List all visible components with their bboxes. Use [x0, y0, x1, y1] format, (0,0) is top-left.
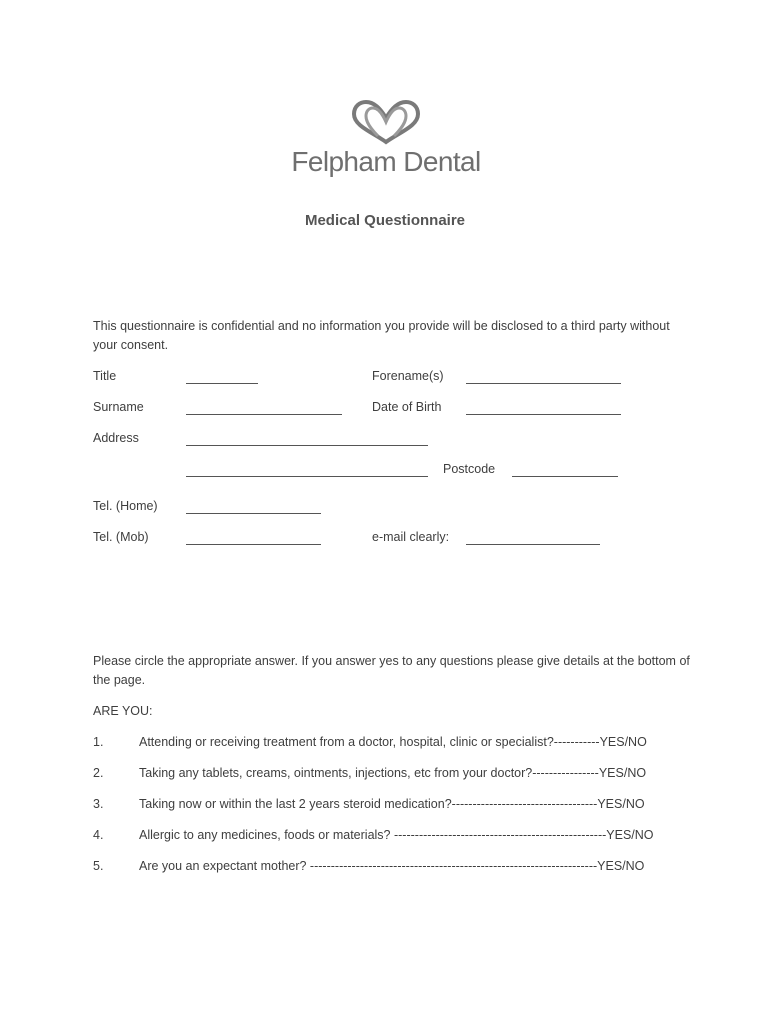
- email-field[interactable]: [466, 544, 600, 545]
- tel-mob-label: Tel. (Mob): [93, 530, 149, 544]
- instructions-paragraph: Please circle the appropriate answer. If you answer yes to any questions please give details at the bottom of the page.: [93, 654, 690, 687]
- question-number: 1.: [93, 735, 104, 749]
- forename-label: Forename(s): [372, 369, 444, 383]
- tel-home-field[interactable]: [186, 513, 321, 514]
- question-number: 5.: [93, 859, 104, 873]
- brand-name: Felpham Dental: [291, 146, 481, 177]
- question-text[interactable]: Taking now or within the last 2 years steroid medication?-----------------------------------YES/NO: [139, 797, 645, 811]
- dob-field[interactable]: [466, 414, 621, 415]
- surname-field[interactable]: [186, 414, 342, 415]
- question-text[interactable]: Attending or receiving treatment from a doctor, hospital, clinic or specialist?-----------YES/NO: [139, 735, 647, 749]
- forename-field[interactable]: [466, 383, 621, 384]
- postcode-label: Postcode: [443, 462, 496, 476]
- title-label: Title: [93, 369, 117, 383]
- question-text[interactable]: Taking any tablets, creams, ointments, injections, etc from your doctor?----------------YES/NO: [139, 766, 647, 780]
- question-number: 3.: [93, 797, 104, 811]
- brand-logo: [288, 96, 484, 186]
- question-text[interactable]: Are you an expectant mother? ---------------------------------------------------------------------YES/NO: [139, 859, 645, 873]
- tel-mob-field[interactable]: [186, 544, 321, 545]
- tel-home-label: Tel. (Home): [93, 499, 158, 513]
- address-field-line-1[interactable]: [186, 445, 428, 446]
- question-number: 4.: [93, 828, 104, 842]
- title-field[interactable]: [186, 383, 258, 384]
- question-number: 2.: [93, 766, 104, 780]
- postcode-field[interactable]: [512, 476, 618, 477]
- question-text[interactable]: Allergic to any medicines, foods or materials? ---------------------------------------------------YES/NO: [139, 828, 654, 842]
- hearts-logo-icon: [348, 96, 424, 146]
- email-label: e-mail clearly:: [372, 530, 450, 544]
- address-field-line-2[interactable]: [186, 476, 428, 477]
- page-title: Medical Questionnaire: [304, 212, 466, 229]
- address-label: Address: [93, 431, 139, 445]
- intro-paragraph: This questionnaire is confidential and no information you provide will be disclosed to a third party without your consent.: [93, 319, 670, 352]
- are-you-heading: ARE YOU:: [93, 704, 153, 718]
- dob-label: Date of Birth: [372, 400, 442, 414]
- surname-label: Surname: [93, 400, 144, 414]
